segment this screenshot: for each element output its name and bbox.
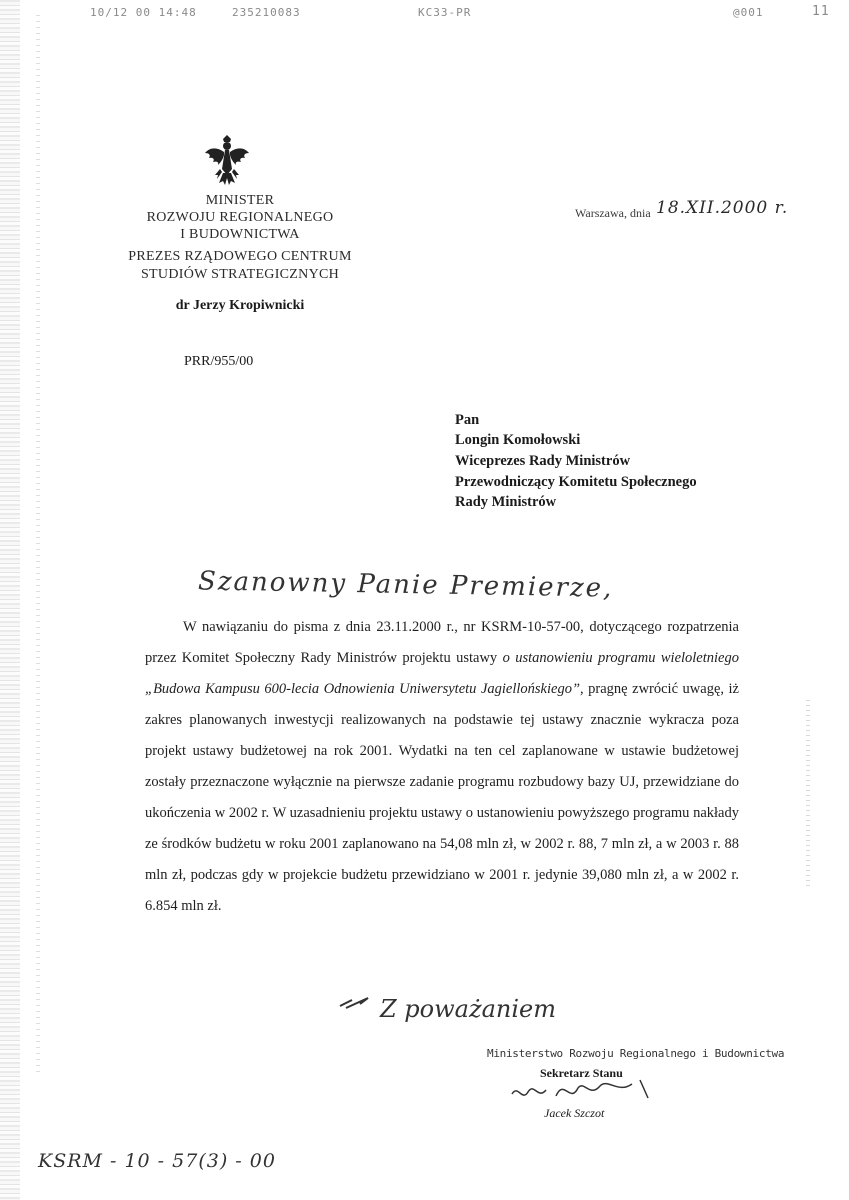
stamp-title: Sekretarz Stanu xyxy=(540,1066,623,1080)
fax-mark: 11 xyxy=(812,4,830,19)
addressee-line-2: Longin Komołowski xyxy=(455,432,581,448)
stamp-ministry: Ministerstwo Rozwoju Regionalnego i Budownictwa xyxy=(487,1047,785,1060)
handwritten-closing: Z poważaniem xyxy=(380,995,557,1023)
letterhead-line-3: I BUDOWNICTWA xyxy=(180,227,300,242)
body-paragraph xyxy=(145,612,739,922)
scan-edge-noise-line xyxy=(36,15,40,1075)
letter-body xyxy=(145,612,739,922)
polish-eagle-emblem-icon xyxy=(203,135,251,187)
addressee-line-3: Wiceprezes Rady Ministrów xyxy=(455,453,631,469)
letterhead-line-4: PREZES RZĄDOWEGO CENTRUM xyxy=(128,249,352,264)
body-part-1: W nawiązaniu do pisma z dnia 23.11.2000 r., nr KSRM-10-57-00, dotyczącego rozpatrzenia przez Komitet Społeczny Rady Ministrów projektu ustawy xyxy=(145,619,739,666)
fax-page-number: @001 xyxy=(733,6,764,19)
fax-number: 235210083 xyxy=(232,6,301,19)
letterhead-line-2: ROZWOJU REGIONALNEGO xyxy=(146,210,334,225)
scan-edge-noise xyxy=(0,0,20,1200)
minister-name: dr Jerzy Kropiwnicki xyxy=(175,298,305,313)
fax-sender-id: KC33-PR xyxy=(418,6,472,19)
addressee-line-4: Przewodniczący Komitetu Społecznego xyxy=(455,474,697,490)
addressee-line-1: Pan xyxy=(455,412,480,428)
body-italic-title: o ustanowieniu programu wieloletniego „Budowa Kampusu 600-lecia Odnowienia Uniwersytetu Jagiellońskiego” xyxy=(145,650,739,697)
closing-flourish-icon xyxy=(338,992,378,1012)
place-date-label: Warszawa, dnia xyxy=(575,206,651,220)
letterhead-line-5: STUDIÓW STRATEGICZNYCH xyxy=(140,267,340,282)
stamp-name: Jacek Szczot xyxy=(544,1106,605,1120)
scan-right-noise xyxy=(806,700,810,890)
handwritten-filing-note: KSRM - 10 - 57(3) - 00 xyxy=(38,1150,276,1172)
body-part-2: , pragnę zwrócić uwagę, iż zakres planowanych inwestycji realizowanych na podstawie tej ustawy znacznie wykracza poza projekt ustawy budżetowej na rok 2001. Wydatki na ten cel zaplanowane w ustawie budżetowej zostały przeznaczone wyłącznie na pierwsze zadanie programu rozbudowy bazy UJ, przewidziane do ukończenia w 2002 r. W uzasadnieniu projektu ustawy o ustanowieniu powyższego programu nakłady ze środków budżetu w roku 2001 zaplanowano na 54,08 mln zł, w 2002 r. 88, 7 mln zł, a w 2003 r. 88 mln zł, podczas gdy w projekcie budżetu przewidziano w 2001 r. jedynie 39,080 mln zł, a w 2002 r. 6.854 mln zł. xyxy=(145,681,739,914)
letterhead-line-1: MINISTER xyxy=(205,193,275,208)
handwritten-salutation: Szanowny Panie Premierze, xyxy=(197,566,614,604)
addressee-line-5: Rady Ministrów xyxy=(455,494,557,510)
signature-scribble-icon xyxy=(508,1074,658,1108)
reference-number: PRR/955/00 xyxy=(184,354,254,369)
handwritten-date: 18.XII.2000 r. xyxy=(656,198,789,218)
fax-date: 10/12 00 14:48 xyxy=(90,6,197,19)
